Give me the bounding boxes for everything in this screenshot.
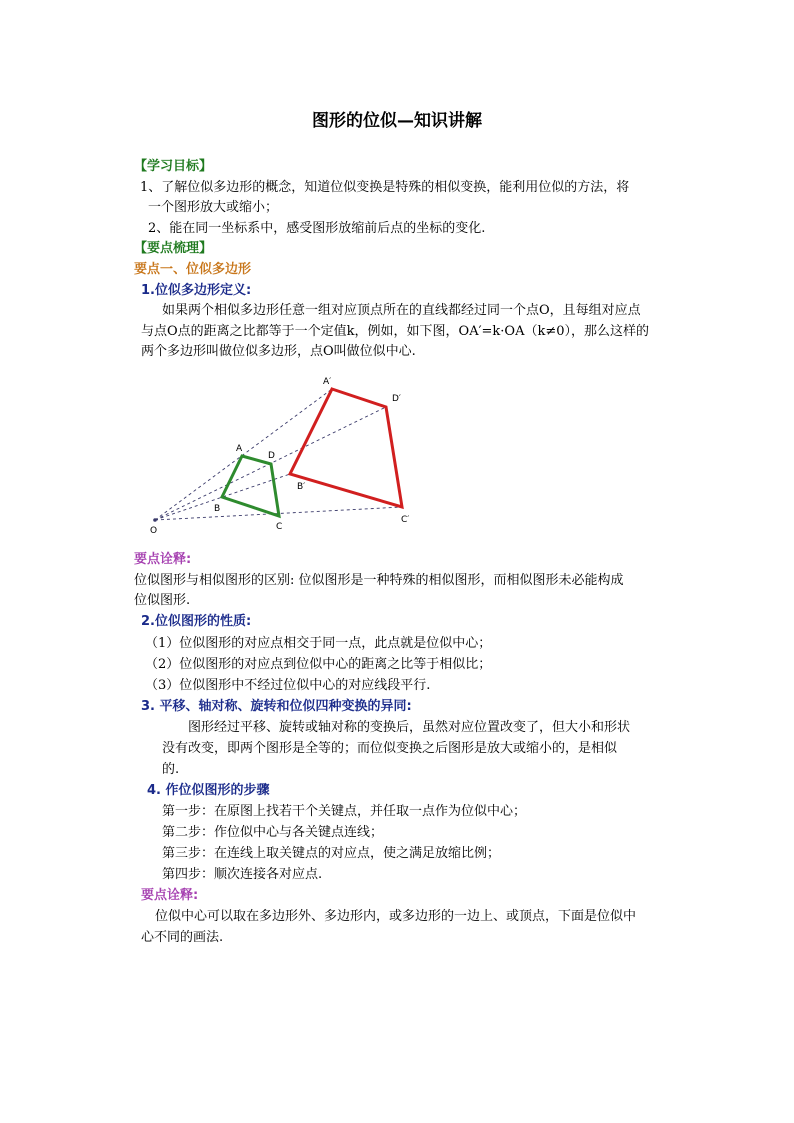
goal-item-2: 2、能在同一坐标系中，感受图形放缩前后点的坐标的变化. bbox=[148, 221, 486, 236]
properties-heading: 2.位似图形的性质: bbox=[141, 614, 252, 629]
label-c: C bbox=[276, 522, 283, 532]
definition-line-1: 如果两个相似多边形任意一组对应顶点所在的直线都经过同一个点O，且每组对应点 bbox=[162, 303, 641, 318]
property-1: （1）位似图形的对应点相交于同一点，此点就是位似中心； bbox=[145, 636, 492, 651]
step-3: 第三步：在连线上取关键点的对应点，使之满足放缩比例； bbox=[162, 846, 501, 861]
page-title: 图形的位似—知识讲解 bbox=[312, 111, 482, 131]
note1-line-1: 位似图形与相似图形的区别: 位似图形是一种特殊的相似图形，而相似图形未必能构成 bbox=[134, 573, 624, 588]
label-a-prime: A′ bbox=[323, 377, 332, 387]
steps-heading: 4. 作位似图形的步骤 bbox=[147, 783, 270, 798]
note2-line-2: 心不同的画法. bbox=[141, 930, 224, 945]
compare-heading: 3. 平移、轴对称、旋转和位似四种变换的异同: bbox=[141, 699, 412, 714]
review-heading: 【要点梳理】 bbox=[134, 241, 213, 256]
label-b-prime: B′ bbox=[297, 482, 306, 492]
goals-heading: 【学习目标】 bbox=[134, 159, 213, 174]
compare-line-3: 的. bbox=[162, 762, 180, 777]
point-o bbox=[153, 518, 157, 522]
point1-heading: 要点一、位似多边形 bbox=[134, 262, 252, 277]
compare-line-1: 图形经过平移、旋转或轴对称的变换后，虽然对应位置改变了，但大小和形状 bbox=[188, 720, 631, 735]
goal-item-1-line-1: 1、了解位似多边形的概念，知道位似变换是特殊的相似变换，能利用位似的方法，将 bbox=[140, 180, 630, 195]
step-4: 第四步：顺次连接各对应点. bbox=[162, 867, 323, 882]
property-2: （2）位似图形的对应点到位似中心的距离之比等于相似比； bbox=[145, 657, 492, 672]
note1-line-2: 位似图形. bbox=[134, 593, 191, 608]
small-quadrilateral bbox=[222, 456, 279, 516]
label-a: A bbox=[236, 444, 243, 454]
step-2: 第二步：作位似中心与各关键点连线； bbox=[162, 825, 384, 840]
definition-line-2: 与点O点的距离之比都等于一个定值k，例如，如下图，OA′=k·OA（k≠0），那么这样的 bbox=[141, 324, 650, 339]
label-d-prime: D′ bbox=[392, 394, 401, 404]
note2-line-1: 位似中心可以取在多边形外、多边形内，或多边形的一边上、或顶点，下面是位似中 bbox=[155, 909, 637, 924]
label-d: D bbox=[268, 451, 275, 461]
label-o: O bbox=[150, 526, 158, 536]
goal-item-1-line-2: 一个图形放大或缩小； bbox=[148, 200, 279, 215]
note2-heading: 要点诠释: bbox=[141, 888, 199, 903]
property-3: （3）位似图形中不经过位似中心的对应线段平行. bbox=[145, 678, 431, 693]
large-quadrilateral bbox=[290, 389, 402, 507]
dashed-rays bbox=[155, 389, 402, 520]
definition-line-3: 两个多边形叫做位似多边形，点O叫做位似中心. bbox=[141, 344, 416, 359]
definition-heading: 1.位似多边形定义: bbox=[141, 283, 252, 298]
compare-line-2: 没有改变，即两个图形是全等的；而位似变换之后图形是放大或缩小的，是相似 bbox=[162, 741, 618, 756]
homothety-figure bbox=[140, 368, 430, 536]
label-c-prime: C′ bbox=[401, 515, 410, 525]
step-1: 第一步：在原图上找若干个关键点，并任取一点作为位似中心； bbox=[162, 804, 527, 819]
ray-o-a bbox=[155, 389, 332, 520]
note1-heading: 要点诠释: bbox=[134, 552, 192, 567]
label-b: B bbox=[214, 504, 221, 514]
